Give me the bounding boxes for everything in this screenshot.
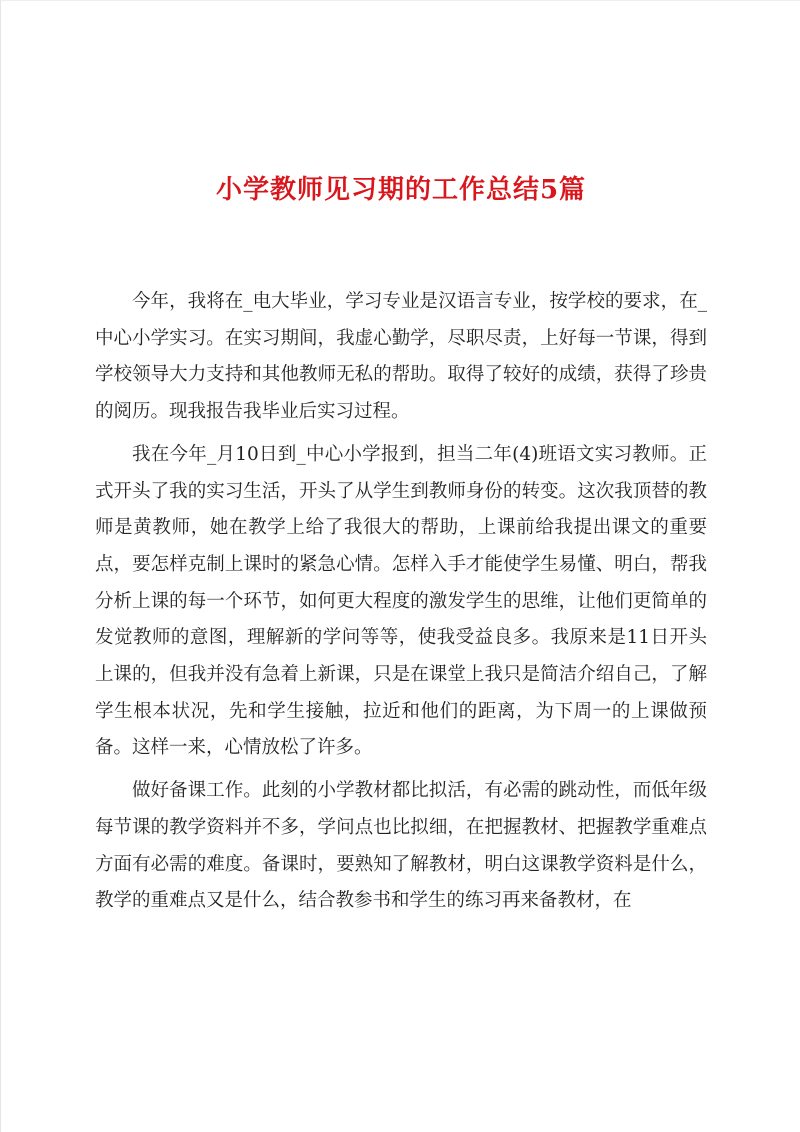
paragraph-internship-intro: 今年，我将在_电大毕业，学习专业是汉语言专业，按学校的要求，在_中心小学实习。在实习期间，我虚心勤学，尽职尽责，上好每一节课，得到学校领导大力支持和其他教师无私的帮助。取得了较好的成绩，获得了珍贵的阅历。现我报告我毕业后实习过程。 [95,291,707,423]
document-body [95,284,707,920]
paragraph-first-week: 我在今年_月10日到_中心小学报到，担当二年(4)班语文实习教师。正式开头了我的实习生活，开头了从学生到教师身份的转变。这次我顶替的教师是黄教师，她在教学上给了我很大的帮助，上课前给我提出课文的重要点，要怎样克制上课时的紧急心情。怎样入手才能使学生易懂、明白，帮我分析上课的每一个环节，如何更大程度的激发学生的思维，让他们更简单的发觉教师的意图，理解新的学问等等，使我受益良多。我原来是11日开头上课的，但我并没有急着上新课，只是在课堂上我只是简洁介绍自己，了解学生根本状况，先和学生接触，拉近和他们的距离，为下周一的上课做预备。这样一来，心情放松了许多。 [95,443,707,759]
document-title: 小学教师见习期的工作总结5篇 [215,175,587,205]
paragraph-lesson-prep: 做好备课工作。此刻的小学教材都比拟活，有必需的跳动性，而低年级每节课的教学资料并不多，学问点也比拟细，在把握教材、把握教学重难点方面有必需的难度。备课时，要熟知了解教材，明白这课教学资料是什么，教学的重难点又是什么，结合教参书和学生的练习再来备教材，在 [95,780,707,912]
